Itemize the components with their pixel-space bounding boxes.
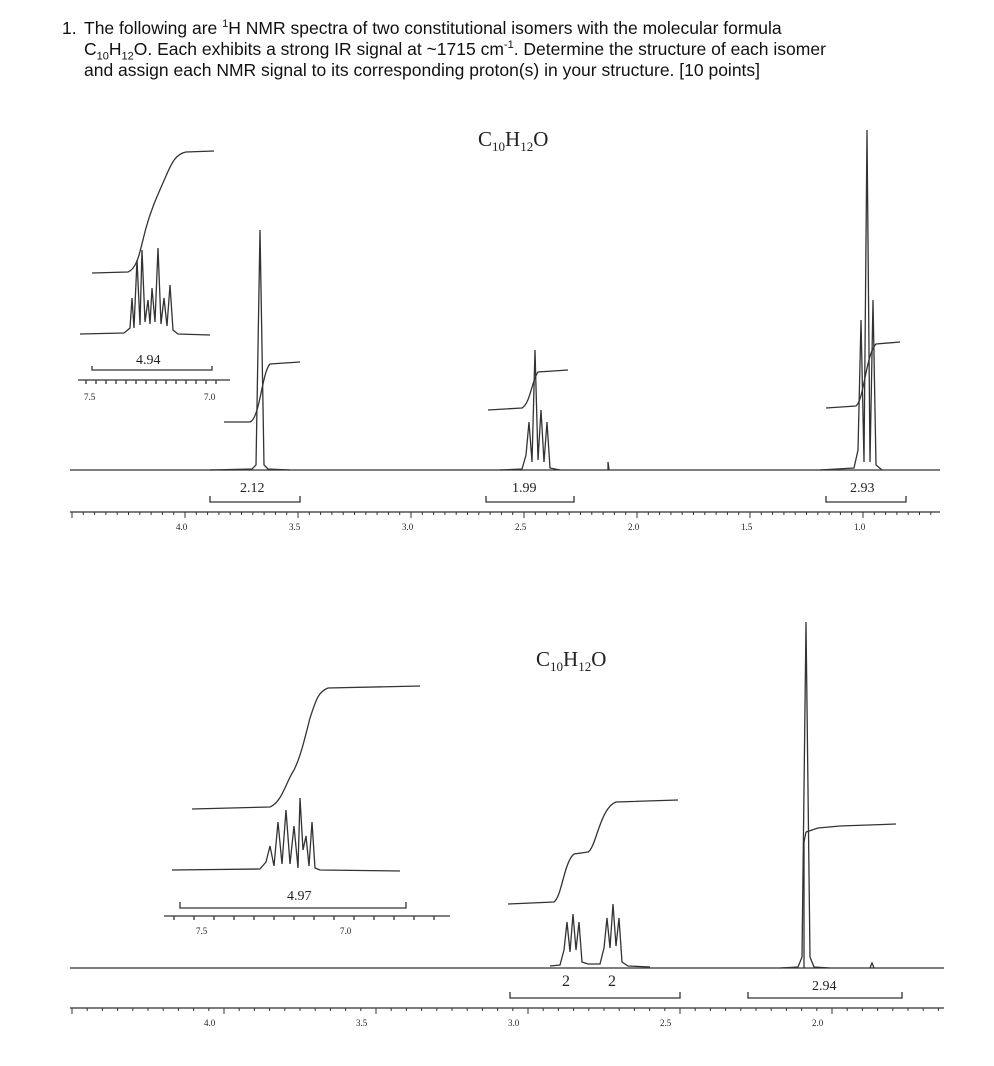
spectrum-1-tick-label: 1.5 bbox=[741, 522, 753, 532]
nmr-spectrum-2 bbox=[60, 622, 950, 1042]
spectrum-1-formula: $C_{10}H_{12}O$ bbox=[478, 127, 549, 154]
spectrum-2-tick-label: 4.0 bbox=[204, 1018, 216, 1028]
spectrum-1-bracket-1 bbox=[210, 496, 300, 502]
spectrum-1-peak-triplet bbox=[820, 130, 882, 470]
spectrum-1-tick-label: 1.0 bbox=[854, 522, 866, 532]
question-text bbox=[62, 18, 942, 81]
question-line-2: $C_{10}H_{12}O$. Each exhibits a strong IR signal at ~1715 $cm^{-1}$. Determine the structure of each isomer bbox=[84, 39, 826, 63]
spectrum-1-bracket-2 bbox=[486, 496, 574, 502]
spectrum-1-tick-label: 4.0 bbox=[176, 522, 188, 532]
inset-1-integration-label: 4.94 bbox=[136, 353, 161, 368]
spectrum-1-peak-singlet bbox=[210, 230, 290, 470]
spectrum-2-integration-1: 2 bbox=[562, 973, 570, 990]
spectrum-1-integration-2: 1.99 bbox=[512, 481, 537, 496]
spectrum-1-inset bbox=[78, 151, 230, 384]
spectrum-1-peak-quartet bbox=[500, 350, 560, 470]
spectrum-2-integration-2: 2 bbox=[608, 973, 616, 990]
spectrum-2-bracket-1 bbox=[510, 992, 680, 998]
inset-1-integral-curve bbox=[92, 151, 214, 273]
spectrum-1-impurity bbox=[608, 462, 609, 470]
inset-2-tick-left: 7.5 bbox=[196, 926, 208, 936]
inset-2-integration-label: 4.97 bbox=[287, 889, 312, 904]
spectrum-1-bracket-3 bbox=[826, 496, 906, 502]
spectrum-2-tick-label: 3.5 bbox=[356, 1018, 368, 1028]
spectrum-2-axis-ticks bbox=[72, 1008, 938, 1014]
inset-1-tick-right: 7.0 bbox=[204, 392, 216, 402]
inset-1-peaks bbox=[80, 248, 210, 335]
spectrum-2-tick-label: 3.0 bbox=[508, 1018, 520, 1028]
nmr-spectrum-1 bbox=[60, 110, 950, 540]
spectrum-2-tick-label: 2.0 bbox=[812, 1018, 824, 1028]
spectrum-2-impurity bbox=[870, 963, 874, 968]
inset-1-tick-left: 7.5 bbox=[84, 392, 96, 402]
spectrum-1-tick-label: 2.5 bbox=[515, 522, 527, 532]
spectrum-1-integration-1: 2.12 bbox=[240, 481, 265, 496]
spectrum-1-integration-3: 2.93 bbox=[850, 481, 875, 496]
spectrum-1-tick-label: 3.0 bbox=[402, 522, 414, 532]
inset-2-integral-curve bbox=[192, 686, 420, 809]
question-number: 1. bbox=[62, 18, 77, 38]
spectrum-1-tick-label: 3.5 bbox=[289, 522, 301, 532]
spectrum-2-integral-2 bbox=[806, 824, 896, 832]
spectrum-2-integral-2-rise bbox=[804, 832, 806, 968]
spectrum-2-formula: $C_{10}H_{12}O$ bbox=[536, 647, 607, 674]
spectrum-2-peak-singlet bbox=[780, 622, 830, 968]
spectrum-2-inset bbox=[164, 686, 450, 920]
question-line-1: The following are $^1$H NMR spectra of two constitutional isomers with the molecular formula bbox=[84, 18, 782, 38]
spectrum-1-tick-label: 2.0 bbox=[628, 522, 640, 532]
question-line-3: and assign each NMR signal to its corresponding proton(s) in your structure. [10 points] bbox=[84, 60, 761, 80]
spectrum-2-integral-1 bbox=[508, 800, 678, 904]
spectrum-2-tick-label: 2.5 bbox=[660, 1018, 672, 1028]
spectrum-2-peaks-multiplets bbox=[550, 904, 650, 967]
spectrum-1-axis-ticks bbox=[72, 512, 931, 518]
spectrum-1-integral-2 bbox=[488, 370, 568, 410]
spectrum-2-integration-3: 2.94 bbox=[812, 979, 837, 994]
inset-2-tick-right: 7.0 bbox=[340, 926, 352, 936]
